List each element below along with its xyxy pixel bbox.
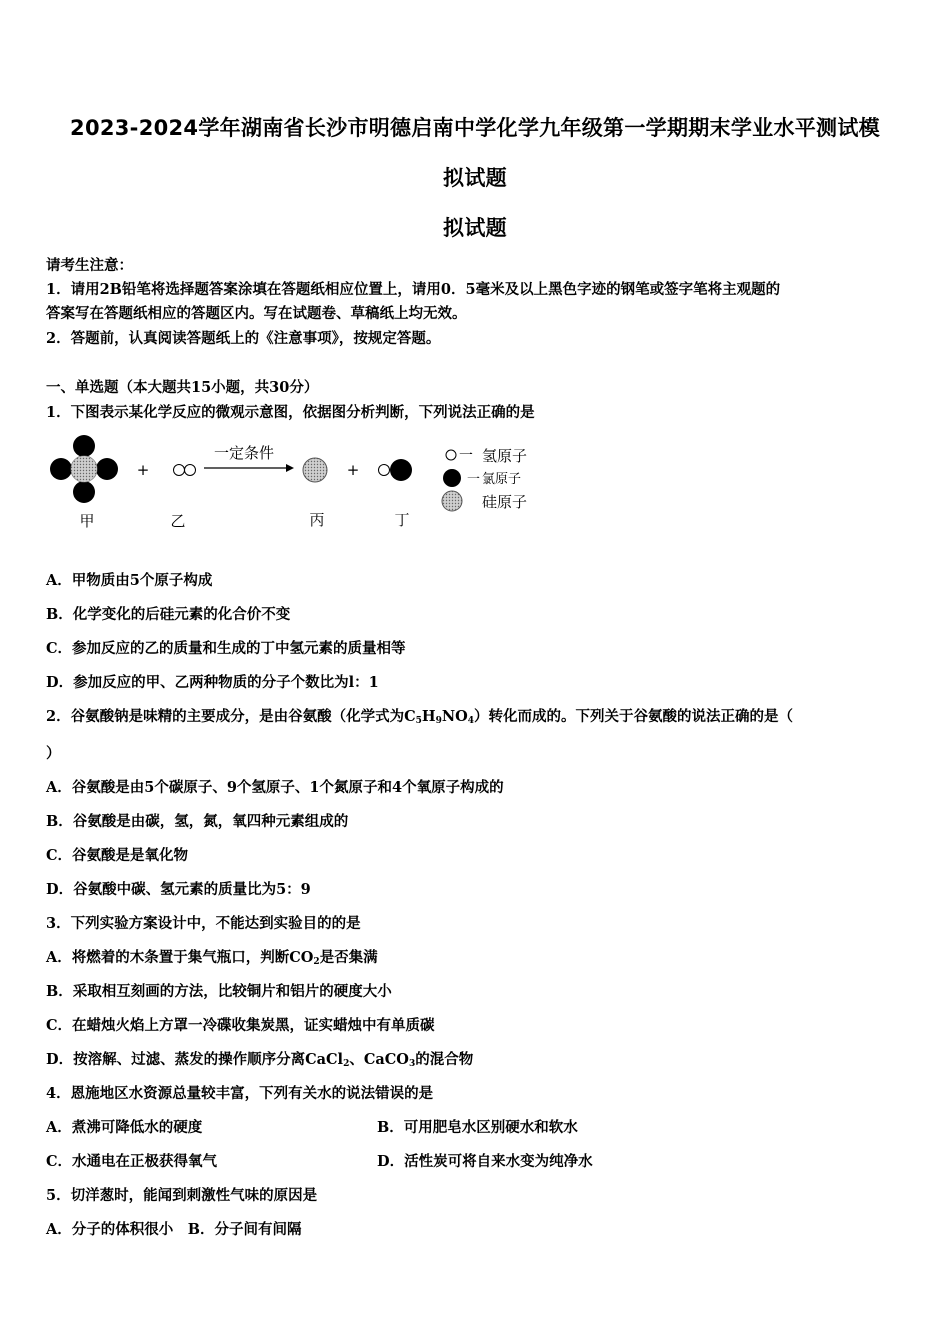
q3-d-text-c: 的混合物 xyxy=(415,1051,474,1068)
arrow-head-icon xyxy=(286,464,294,472)
q3-option-d xyxy=(46,1048,473,1069)
label-ding: 丁 xyxy=(394,511,410,529)
label-bing: 丙 xyxy=(309,511,325,529)
notice-item-2: 2．答题前，认真阅读答题纸上的《注意事项》，按规定答题。 xyxy=(46,330,441,347)
q1-option-d: D．参加反应的甲、乙两种物质的分子个数比为l：1 xyxy=(46,674,379,691)
formula-c: C xyxy=(404,708,416,725)
molecule-bing xyxy=(303,458,327,482)
legend xyxy=(442,447,527,511)
exam-title-continued: 拟试题 xyxy=(443,166,507,190)
q1-option-b: B．化学变化的后硅元素的化合价不变 xyxy=(46,606,291,623)
label-jia: 甲 xyxy=(79,512,95,530)
h-atom xyxy=(379,465,390,476)
q2-option-c: C．谷氨酸是是氧化物 xyxy=(46,847,189,864)
h-atom xyxy=(185,465,196,476)
legend-si-icon xyxy=(442,491,462,511)
q2-stem-a: 2．谷氨酸钠是味精的主要成分，是由谷氨酸（化学式为 xyxy=(46,708,405,725)
molecule-yi xyxy=(174,465,196,476)
reaction-diagram xyxy=(46,430,566,540)
q2-option-a: A．谷氨酸是由5个碳原子、9个氢原子、1个氮原子和4个氧原子构成的 xyxy=(46,779,504,796)
q4-option-c: C．水通电在正极获得氧气 xyxy=(46,1153,218,1170)
formula-h: H xyxy=(421,708,436,725)
legend-dash-2: 一 xyxy=(467,472,481,487)
label-yi: 乙 xyxy=(170,512,186,530)
legend-si-label: 硅原子 xyxy=(482,493,528,511)
notice-item-1-cont: 答案写在答题纸相应的答题区内。写在试题卷、草稿纸上均无效。 xyxy=(46,305,467,322)
cl-atom xyxy=(73,481,95,503)
q3-option-b: B．采取相互刻画的方法，比较铜片和铝片的硬度大小 xyxy=(46,983,392,1000)
cl-atom xyxy=(96,458,118,480)
q2-option-b: B．谷氨酸是由碳，氢，氮，氧四种元素组成的 xyxy=(46,813,349,830)
q3-a-sub: 2 xyxy=(313,957,320,967)
legend-cl-icon xyxy=(443,469,461,487)
q5-options-ab: A．分子的体积很小 B．分子间有间隔 xyxy=(46,1221,302,1238)
reaction-condition: 一定条件 xyxy=(213,444,275,462)
q3-option-c: C．在蜡烛火焰上方罩一冷碟收集炭黑，证实蜡烛中有单质碳 xyxy=(46,1017,435,1034)
q4-option-b: B．可用肥皂水区别硬水和软水 xyxy=(377,1119,578,1136)
legend-h-label: 氢原子 xyxy=(482,447,528,465)
q2-stem-b: ）转化而成的。下列关于谷氨酸的说法正确的是（ xyxy=(474,708,794,725)
h-atom xyxy=(174,465,185,476)
plus-sign-2: + xyxy=(346,461,360,479)
sub-o: 4 xyxy=(467,716,475,726)
sub-c: 5 xyxy=(415,716,422,726)
formula-no: NO xyxy=(441,708,468,725)
section-heading: 一、单选题（本大题共15小题，共30分） xyxy=(46,379,319,396)
molecule-ding xyxy=(379,459,413,481)
q4-option-a: A．煮沸可降低水的硬度 xyxy=(46,1119,203,1136)
molecule-jia xyxy=(50,435,118,503)
sub-h: 9 xyxy=(435,716,442,726)
q3-d-text-b: 、CaCO xyxy=(349,1051,409,1068)
question-1-stem: 1．下图表示某化学反应的微观示意图，依据图分析判断，下列说法正确的是 xyxy=(46,404,535,421)
q3-d-sub1: 2 xyxy=(343,1059,350,1069)
q1-option-c: C．参加反应的乙的质量和生成的丁中氢元素的质量相等 xyxy=(46,640,406,657)
q4-option-d: D．活性炭可将自来水变为纯净水 xyxy=(377,1153,593,1170)
q2-stem-close: ） xyxy=(46,745,61,762)
q3-a-text-b: 是否集满 xyxy=(319,949,378,966)
exam-subtitle: 拟试题 xyxy=(443,216,507,240)
q3-option-a xyxy=(46,946,378,967)
legend-h-icon xyxy=(446,450,456,460)
legend-cl-label: 氯原子 xyxy=(482,472,522,487)
question-2-stem xyxy=(46,705,793,726)
legend-dash: 一 xyxy=(459,448,473,464)
question-4-stem: 4．恩施地区水资源总量较丰富，下列有关水的说法错误的是 xyxy=(46,1085,434,1102)
cl-atom xyxy=(390,459,412,481)
q3-d-sub2: 3 xyxy=(408,1059,416,1069)
cl-atom xyxy=(50,458,72,480)
exam-title: 2023-2024学年湖南省长沙市明德启南中学化学九年级第一学期期末学业水平测试模 xyxy=(70,116,880,140)
q3-a-text: A．将燃着的木条置于集气瓶口，判断CO xyxy=(46,949,314,966)
plus-sign-1: + xyxy=(136,461,150,479)
notice-item-1: 1．请用2B铅笔将选择题答案涂填在答题纸相应位置上，请用0．5毫米及以上黑色字迹的钢笔或签字笔将主观题的 xyxy=(46,281,781,298)
notice-heading: 请考生注意： xyxy=(46,257,133,274)
q2-option-d: D．谷氨酸中碳、氢元素的质量比为5：9 xyxy=(46,881,311,898)
cl-atom xyxy=(73,435,95,457)
q1-option-a: A．甲物质由5个原子构成 xyxy=(46,572,213,589)
question-3-stem: 3．下列实验方案设计中，不能达到实验目的的是 xyxy=(46,915,361,932)
q3-d-text: D．按溶解、过滤、蒸发的操作顺序分离CaCl xyxy=(46,1051,344,1068)
question-5-stem: 5．切洋葱时，能闻到刺激性气味的原因是 xyxy=(46,1187,318,1204)
